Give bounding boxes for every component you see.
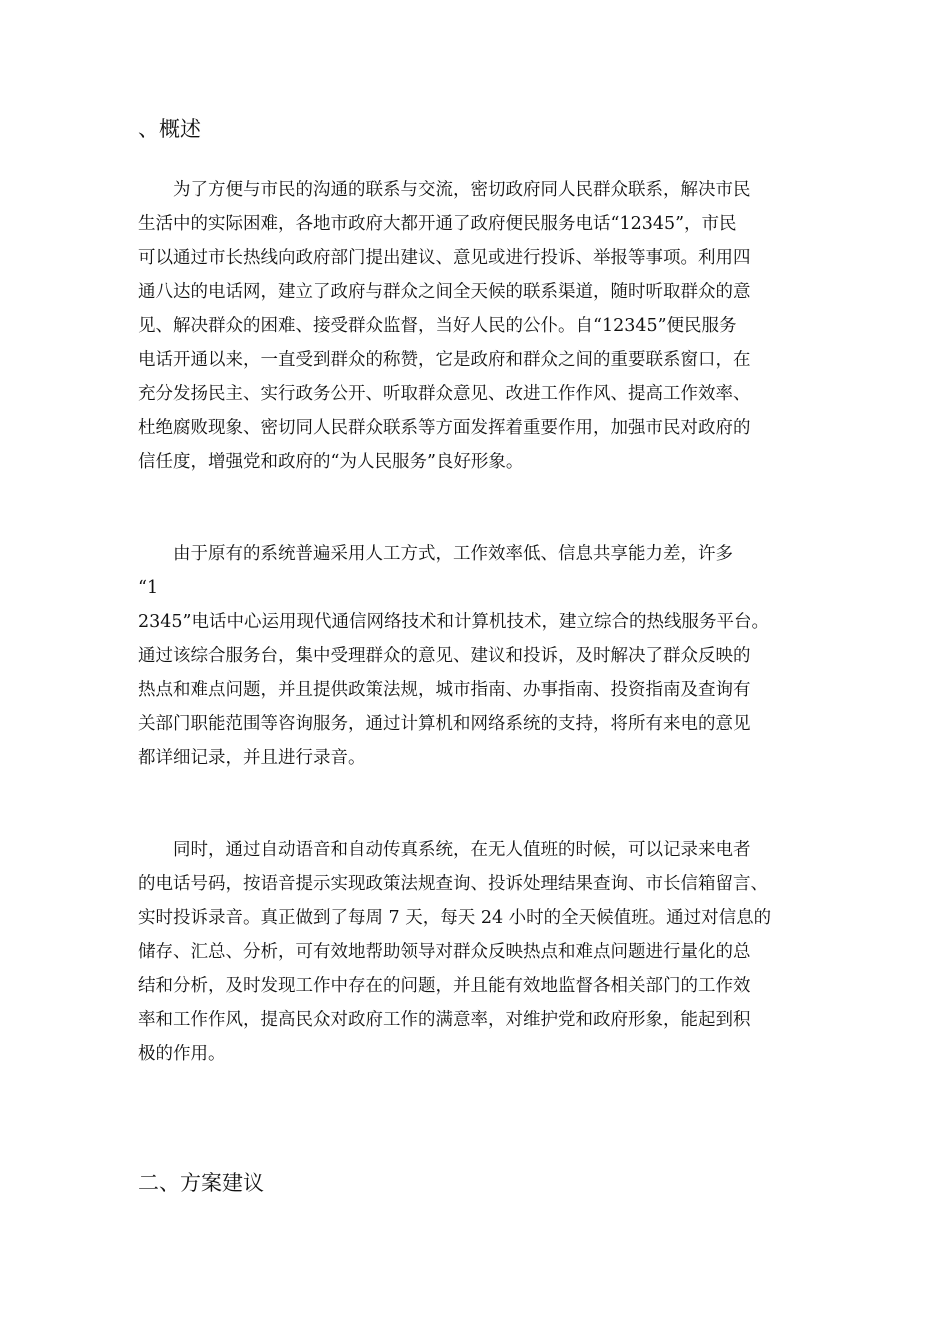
paragraph-line: 都详细记录，并且进行录音。 — [138, 748, 366, 768]
paragraph-line: 为了方便与市民的沟通的联系与交流，密切政府同人民群众联系，解决市民 — [138, 180, 751, 200]
section-heading-overview: 、概述 — [138, 117, 201, 141]
paragraph-line: 同时，通过自动语音和自动传真系统，在无人值班的时候，可以记录来电者 — [138, 840, 751, 860]
paragraph-line: 可以通过市长热线向政府部门提出建议、意见或进行投诉、举报等事项。利用四 — [138, 248, 751, 268]
paragraph-line: 见、解决群众的困难、接受群众监督，当好人民的公仆。自“12345”便民服务 — [138, 316, 737, 336]
paragraph-2 — [138, 537, 838, 775]
paragraph-line: 生活中的实际困难，各地市政府大都开通了政府便民服务电话“12345”，市民 — [138, 214, 737, 234]
paragraph-line: 电话开通以来，一直受到群众的称赞，它是政府和群众之间的重要联系窗口，在 — [138, 350, 751, 370]
paragraph-line: 充分发扬民主、实行政务公开、听取群众意见、改进工作作风、提高工作效率、 — [138, 384, 751, 404]
paragraph-line: 通过该综合服务台，集中受理群众的意见、建议和投诉，及时解决了群众反映的 — [138, 646, 751, 666]
paragraph-line: 通八达的电话网，建立了政府与群众之间全天候的联系渠道，随时听取群众的意 — [138, 282, 751, 302]
paragraph-line: 极的作用。 — [138, 1044, 226, 1064]
paragraph-line: 2345”电话中心运用现代通信网络技术和计算机技术，建立综合的热线服务平台。 — [138, 612, 769, 632]
paragraph-line: “1 — [138, 578, 159, 598]
paragraph-line: 的电话号码，按语音提示实现政策法规查询、投诉处理结果查询、市长信箱留言、 — [138, 874, 768, 894]
paragraph-line: 结和分析，及时发现工作中存在的问题，并且能有效地监督各相关部门的工作效 — [138, 976, 751, 996]
paragraph-line: 储存、汇总、分析，可有效地帮助领导对群众反映热点和难点问题进行量化的总 — [138, 942, 751, 962]
paragraph-line: 热点和难点问题，并且提供政策法规，城市指南、办事指南、投资指南及查询有 — [138, 680, 751, 700]
section-heading-proposal: 二、方案建议 — [138, 1171, 264, 1195]
paragraph-line: 实时投诉录音。真正做到了每周 7 天，每天 24 小时的全天候值班。通过对信息的 — [138, 908, 772, 928]
paragraph-line: 杜绝腐败现象、密切同人民群众联系等方面发挥着重要作用，加强市民对政府的 — [138, 418, 751, 438]
paragraph-line: 关部门职能范围等咨询服务，通过计算机和网络系统的支持，将所有来电的意见 — [138, 714, 751, 734]
paragraph-1 — [138, 173, 838, 479]
paragraph-line: 信任度，增强党和政府的“为人民服务”良好形象。 — [138, 452, 524, 472]
paragraph-3 — [138, 833, 838, 1071]
paragraph-line: 率和工作作风，提高民众对政府工作的满意率，对维护党和政府形象，能起到积 — [138, 1010, 751, 1030]
paragraph-line: 由于原有的系统普遍采用人工方式，工作效率低、信息共享能力差，许多 — [138, 544, 733, 564]
